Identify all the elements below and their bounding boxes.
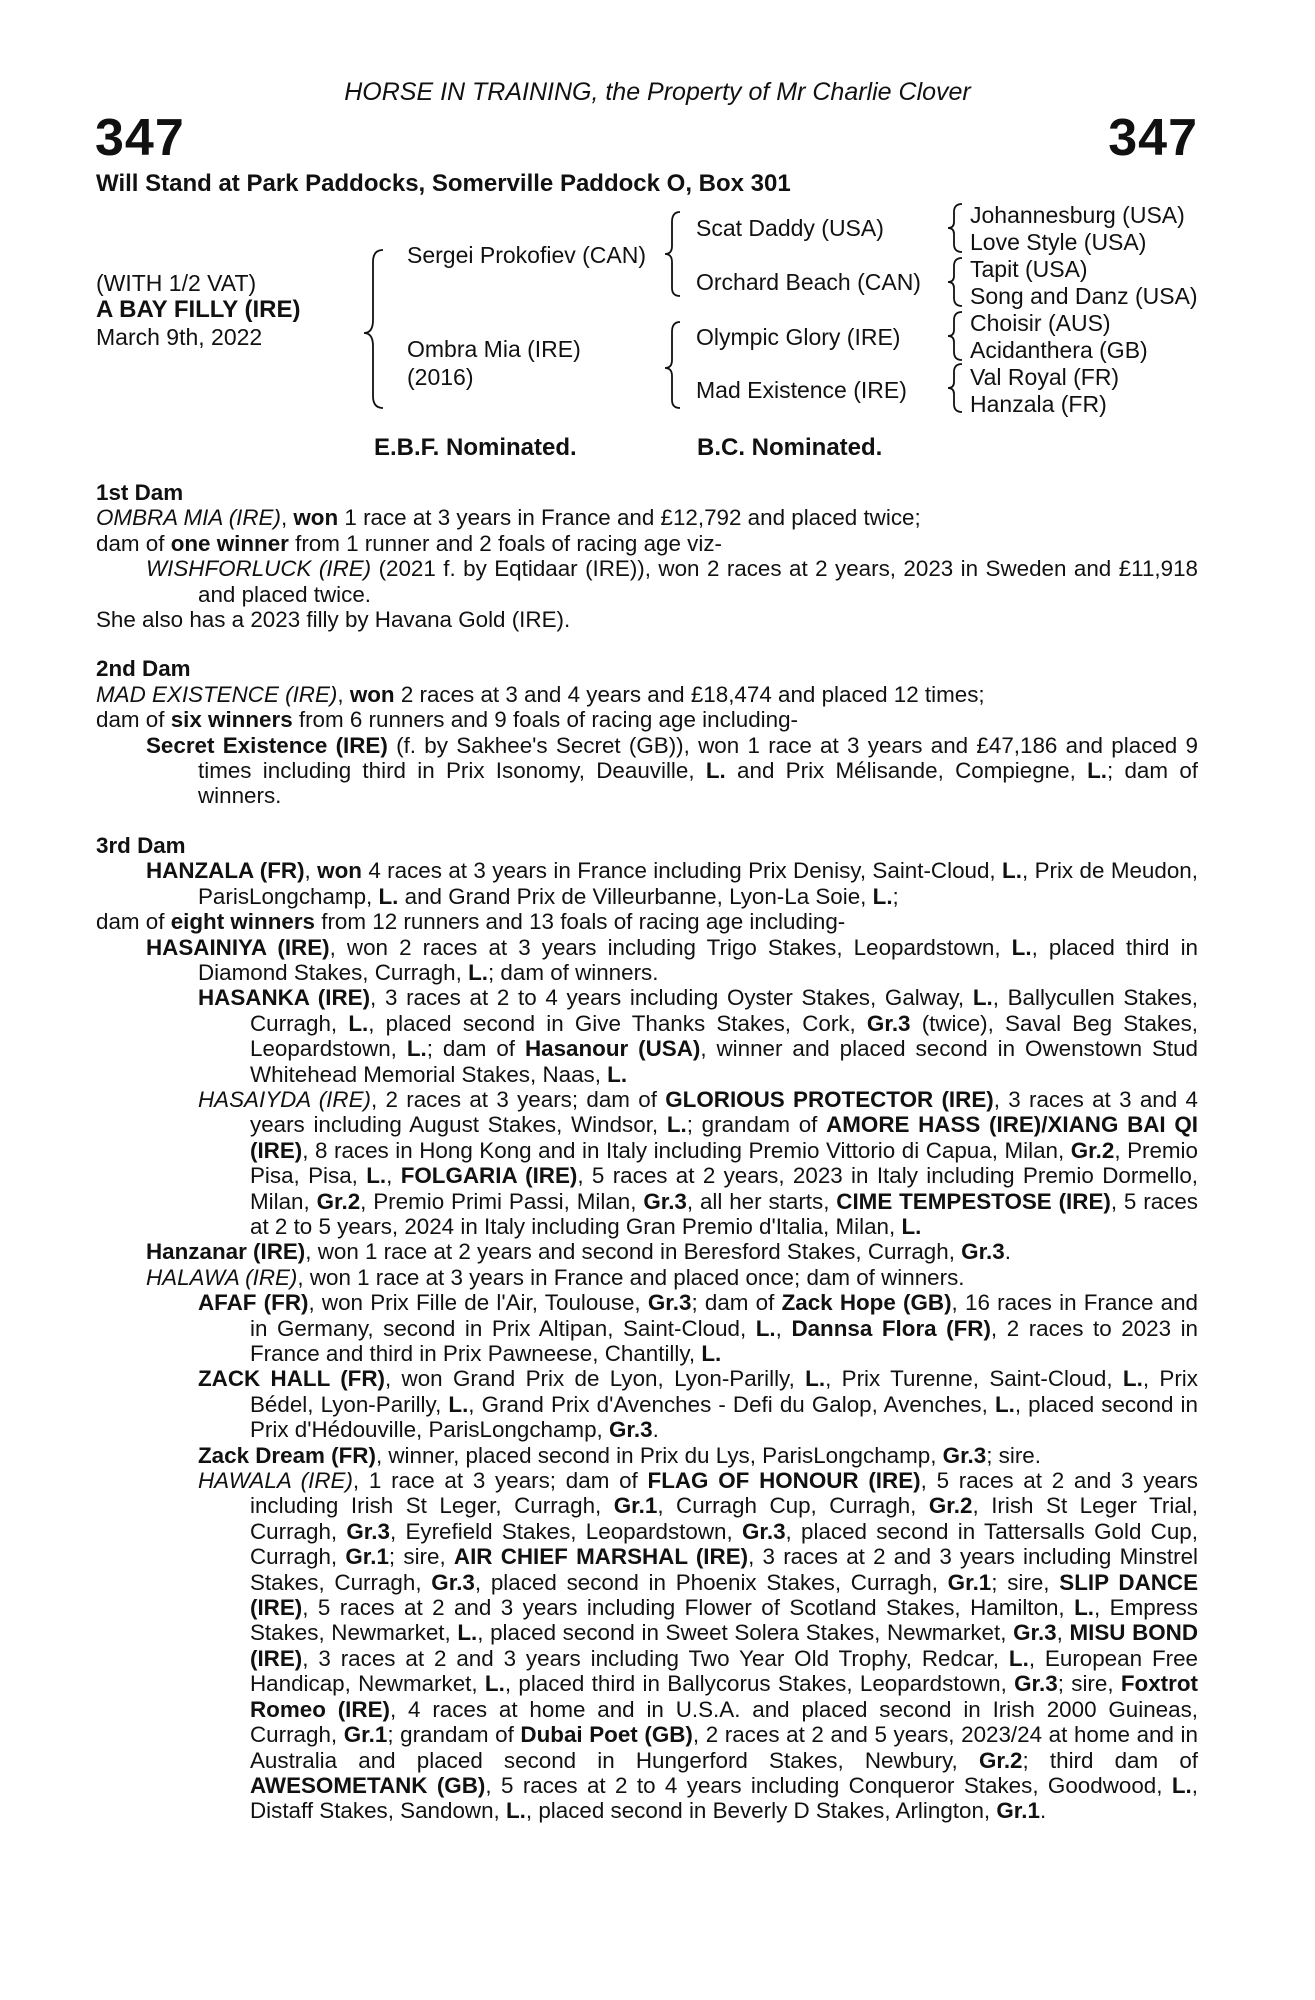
bold-text: L. [1122,1366,1143,1392]
record-line [96,682,1198,707]
record-line [96,909,1198,934]
text: , 5 races at 2 to 4 years including Conqueror Stakes, Goodwood, [485,1772,1172,1798]
text: 4 races at 3 years in France including Prix Denisy, Saint-Cloud, [361,858,1003,884]
bold-text: Hasanour (USA) [524,1036,701,1062]
text: , 2 races at 3 years; dam of [370,1086,666,1112]
text: ; grandam of [686,1112,827,1138]
bold-text: L. [705,758,726,784]
bold-text: Zack Dream (FR) [198,1442,376,1468]
record-line [96,1239,1198,1264]
bold-text: Foxtrot Romeo (IRE) [250,1671,1198,1722]
text: , won 2 races at 3 years including Trigo Stakes, Leopardstown, [329,934,1012,960]
dam-foaled-year: (2016) [407,364,474,390]
text: , 4 races at home and in U.S.A. and placed second in Irish 2000 Guineas, Curragh, [250,1696,1198,1748]
bold-text: Gr.3 [431,1569,475,1595]
text: , won 1 race at 3 years in France and placed once; dam of winners. [297,1264,965,1290]
bold-text: FLAG OF HONOUR (IRE) [647,1468,921,1494]
italic-text: HASAIYDA (IRE) [198,1086,371,1112]
record-line [96,607,1198,632]
lot-number-left: 347 [95,109,185,167]
gen3-ancestor: Johannesburg (USA) [970,202,1185,228]
text: and Grand Prix de Villeurbanne, Lyon-La Soie, [398,883,873,909]
bold-text: L. [994,1391,1015,1417]
bold-text: L. [366,1163,387,1189]
record-line [96,935,1198,986]
catalogue-header: HORSE IN TRAINING, the Property of Mr Charlie Clover [344,78,971,106]
text: , 2 races to 2023 in France and third in Prix Pawneese, Chantilly, [250,1315,1198,1366]
text: ; sire. [986,1442,1041,1468]
bold-text: L. [406,1036,427,1062]
text: dam of [96,530,171,556]
text: (2021 f. by Eqtidaar (IRE)), won 2 races at 2 years, 2023 in Sweden and £11,918 and placed twice. [198,556,1198,607]
bold-text: L. [457,1620,478,1646]
text: , winner, placed second in Prix du Lys, ParisLongchamp, [375,1442,943,1468]
record-line [96,1265,1198,1290]
text: , Distaff Stakes, Sandown, [250,1772,1198,1824]
text: , Eyrefield Stakes, Leopardstown, [389,1518,742,1544]
text: dam of [96,909,171,935]
bold-text: L. [378,883,399,909]
text: (twice), Saval Beg Stakes, Leopardstown, [250,1010,1198,1062]
bold-text: L. [901,1213,922,1239]
bold-text: FOLGARIA (IRE) [400,1163,578,1189]
bold-text: won [293,505,339,531]
bold-text: Gr.3 [608,1417,653,1443]
bold-text: Dubai Poet (GB) [520,1722,693,1748]
vat-note: (WITH 1/2 VAT) [96,270,257,296]
bold-text: Dannsa Flora (FR) [791,1315,991,1341]
bold-text: Gr.2 [928,1493,973,1519]
text: , [775,1315,792,1341]
text: , Irish St Leger Trial, Curragh, [250,1493,1198,1544]
bold-text: won [349,681,395,707]
record-line [96,1468,1198,1824]
bold-text: SLIP DANCE (IRE) [250,1569,1199,1621]
bold-text: Gr.2 [1070,1137,1115,1163]
text: ; grandam of [387,1722,521,1748]
text: dam of [96,707,171,733]
bold-text: L. [505,1798,526,1824]
record-line [96,531,1198,556]
bold-text: Hanzanar (IRE) [146,1239,306,1265]
bold-text: Gr.3 [741,1518,786,1544]
dam-name: Ombra Mia (IRE) [407,336,581,362]
bold-text: L. [1171,1772,1192,1798]
text: , [386,1163,401,1189]
record-line [96,1443,1198,1468]
record-line [96,733,1198,809]
bold-text: L. [484,1671,505,1697]
bold-text: Gr.1 [343,1722,388,1748]
bold-text: Gr.3 [647,1290,692,1316]
text: , winner and placed second in Owenstown Stud Whitehead Memorial Stakes, Naas, [250,1036,1198,1087]
text: She also has a 2023 filly by Havana Gold (IRE). [96,607,571,633]
bold-text: eight winners [170,909,316,935]
text: , 8 races in Hong Kong and in Italy including Premio Vittorio di Capua, Milan, [302,1137,1071,1163]
text: , won Grand Prix de Lyon, Lyon-Parilly, [384,1366,806,1392]
bold-text: Gr.3 [1013,1620,1057,1646]
bold-text: CIME TEMPESTOSE (IRE) [836,1188,1111,1214]
sire-dam-name: Orchard Beach (CAN) [696,269,921,295]
text: ; [892,883,899,909]
italic-text: WISHFORLUCK (IRE) [146,556,372,582]
bold-text: Gr.1 [345,1544,389,1570]
text: ; sire, [1057,1671,1121,1697]
bold-text: AIR CHIEF MARSHAL (IRE) [453,1544,749,1570]
bold-text: L. [666,1112,687,1138]
text: ; dam of winners. [487,959,659,985]
text: , placed second in Sweet Solera Stakes, Newmarket, [477,1620,1014,1646]
text: , 16 races in France and in Germany, second in Prix Altipan, Saint-Cloud, [250,1290,1199,1341]
first-dam-section [96,505,1198,632]
bold-text: Zack Hope (GB) [781,1290,952,1316]
produce-record [96,480,1198,1824]
text: , placed second in Give Thanks Stakes, Cork, [368,1010,867,1036]
bold-text: Gr.1 [613,1493,658,1519]
bold-text: ZACK HALL (FR) [198,1366,385,1392]
italic-text: HALAWA (IRE) [146,1264,298,1290]
bold-text: L. [872,883,893,909]
gen3-ancestor: Hanzala (FR) [970,391,1107,417]
text: , 3 races at 2 and 3 years including Minstrel Stakes, Curragh, [250,1544,1198,1595]
bold-text: L. [972,985,993,1011]
text: , 2 races at 2 and 5 years, 2023/24 at home and in Australia and placed second in Hungerford Stakes, Newbury, [250,1722,1198,1773]
bold-text: AWESOMETANK (GB) [250,1772,486,1798]
gen3-ancestor: Song and Danz (USA) [970,283,1198,309]
bold-text: L. [805,1366,826,1392]
second-dam-heading: 2nd Dam [96,656,191,682]
text: , placed second in Tattersalls Gold Cup, Curragh, [250,1518,1198,1570]
text: ; third dam of [1022,1747,1198,1773]
third-dam-heading: 3rd Dam [96,832,186,858]
text: , all her starts, [686,1188,837,1214]
bold-text: Gr.3 [346,1518,390,1544]
italic-text: OMBRA MIA (IRE) [96,505,281,531]
text: , Prix de Meudon, ParisLongchamp, [198,858,1198,909]
horse-name: A BAY FILLY (IRE) [96,296,301,323]
record-line [96,556,1198,607]
bold-text: AFAF (FR) [198,1290,309,1316]
bold-text: MISU BOND (IRE) [250,1620,1198,1671]
text: , 1 race at 3 years; dam of [352,1468,648,1494]
text: . [652,1417,659,1443]
text: , European Free Handicap, Newmarket, [250,1645,1198,1697]
foaling-date: March 9th, 2022 [96,324,263,350]
bold-text: L. [1087,758,1107,784]
text: from 6 runners and 9 foals of racing age including- [292,707,798,733]
first-dam-heading: 1st Dam [96,480,184,505]
bold-text: Gr.3 [1014,1671,1058,1697]
bold-text: Gr.1 [947,1569,992,1595]
lot-number-right: 347 [1108,109,1198,167]
text: , 5 races at 2 and 3 years including Flower of Scotland Stakes, Hamilton, [302,1595,1075,1621]
bold-text: six winners [170,707,293,733]
text: . [1004,1239,1011,1265]
bold-text: L. [607,1061,628,1087]
bold-text: Gr.1 [996,1798,1040,1824]
text: 1 race at 3 years in France and £12,792 and placed twice; [338,505,921,531]
record-line [96,1366,1198,1442]
bold-text: L. [701,1341,722,1366]
bold-text: L. [755,1315,776,1341]
text: from 12 runners and 13 foals of racing age including- [315,909,846,935]
text: ; dam of winners. [198,758,1198,809]
bold-text: Gr.3 [866,1010,911,1036]
bold-text: Gr.3 [961,1239,1005,1265]
text: , Grand Prix d'Avenches - Defi du Galop, Avenches, [468,1391,995,1417]
text: , placed third in Diamond Stakes, Curragh, [198,934,1199,985]
bold-text: HASANKA (IRE) [198,985,371,1011]
bold-text: HASAINIYA (IRE) [146,934,330,960]
record-line [96,505,1198,530]
text: , 5 races at 2 years, 2023 in Italy including Premio Dormello, Milan, [250,1163,1198,1214]
record-line [96,1087,1198,1239]
text: , 5 races at 2 and 3 years including Irish St Leger, Curragh, [250,1468,1198,1519]
gen3-ancestor: Acidanthera (GB) [970,337,1148,363]
text: , [304,858,318,884]
text: ; dam of [426,1036,525,1062]
dam-sire-name: Olympic Glory (IRE) [696,324,901,350]
text: , 3 races at 2 and 3 years including Two Year Old Trophy, Redcar, [302,1645,1009,1671]
bold-text: Gr.2 [978,1747,1023,1773]
bold-text: Secret Existence (IRE) [146,732,388,758]
bold-text: one winner [170,530,289,556]
bold-text: Gr.3 [643,1188,687,1214]
text: , won Prix Fille de l'Air, Toulouse, [308,1290,648,1316]
bold-text: L. [1008,1645,1029,1671]
bold-text: won [317,858,362,884]
text: . [1039,1798,1047,1824]
bold-text: Gr.2 [316,1188,361,1214]
gen3-ancestor: Love Style (USA) [970,229,1147,255]
text: 2 races at 3 and 4 years and £18,474 and placed 12 times; [394,681,985,707]
bold-text: L. [1002,858,1022,884]
text: , Prix Turenne, Saint-Cloud, [825,1366,1123,1392]
record-line [96,985,1198,1087]
text: , Premio Primi Passi, Milan, [360,1188,644,1214]
ebf-nomination: E.B.F. Nominated. [374,434,577,461]
text: ; sire, [388,1544,454,1570]
sire-sire-name: Scat Daddy (USA) [696,215,884,241]
stand-location: Will Stand at Park Paddocks, Somerville Paddock O, Box 301 [96,170,791,197]
dam-dam-name: Mad Existence (IRE) [696,377,907,403]
text: , Premio Pisa, Pisa, [250,1137,1198,1189]
record-line [96,707,1198,732]
record-line [96,858,1198,909]
text: , Curragh Cup, Curragh, [657,1493,929,1519]
bold-text: GLORIOUS PROTECTOR (IRE) [665,1086,994,1112]
bold-text: L. [348,1010,369,1036]
bc-nomination: B.C. Nominated. [697,434,883,461]
gen3-ancestor: Choisir (AUS) [970,310,1111,336]
text: , 3 races at 3 and 4 years including August Stakes, Windsor, [250,1086,1198,1138]
text: , 5 races at 2 to 5 years, 2024 in Italy including Gran Premio d'Italia, Milan, [250,1188,1198,1239]
gen3-ancestor: Val Royal (FR) [970,364,1120,390]
third-dam-section [96,858,1198,1823]
text: , Empress Stakes, Newmarket, [250,1595,1198,1646]
gen3-ancestor: Tapit (USA) [970,256,1088,282]
italic-text: HAWALA (IRE) [198,1468,353,1494]
text: , [337,681,350,707]
text: ; sire, [991,1569,1060,1595]
text: , placed second in Phoenix Stakes, Curragh, [474,1569,948,1595]
bold-text: HANZALA (FR) [146,858,305,884]
text: , won 1 race at 2 years and second in Beresford Stakes, Curragh, [305,1239,962,1265]
bold-text: AMORE HASS (IRE)/XIANG BAI QI (IRE) [250,1112,1198,1163]
text: , placed second in Beverly D Stakes, Arlington, [525,1798,997,1824]
bold-text: L. [468,959,488,985]
text: , Ballycullen Stakes, Curragh, [250,985,1198,1036]
text: from 1 runner and 2 foals of racing age viz- [288,530,722,556]
record-line [96,1290,1198,1366]
text: , [280,505,294,531]
text: , Prix Bédel, Lyon-Parilly, [250,1366,1198,1417]
text: ; dam of [691,1290,782,1316]
text: , placed third in Ballycorus Stakes, Leopardstown, [504,1671,1015,1697]
second-dam-section [96,682,1198,809]
text: , 3 races at 2 to 4 years including Oyster Stakes, Galway, [370,985,973,1011]
bold-text: L. [1011,934,1032,960]
text: (f. by Sakhee's Secret (GB)), won 1 race at 3 years and £47,186 and placed 9 times including third in Prix Isonomy, Deauville, [198,732,1198,784]
bold-text: L. [1074,1595,1094,1621]
bold-text: Gr.3 [942,1442,987,1468]
text: , [1056,1620,1070,1646]
italic-text: MAD EXISTENCE (IRE) [96,681,338,707]
text: and Prix Mélisande, Compiegne, [725,758,1088,784]
sire-name: Sergei Prokofiev (CAN) [407,242,647,268]
text: , placed second in Prix d'Hédouville, ParisLongchamp, [250,1391,1198,1443]
bold-text: L. [448,1391,469,1417]
